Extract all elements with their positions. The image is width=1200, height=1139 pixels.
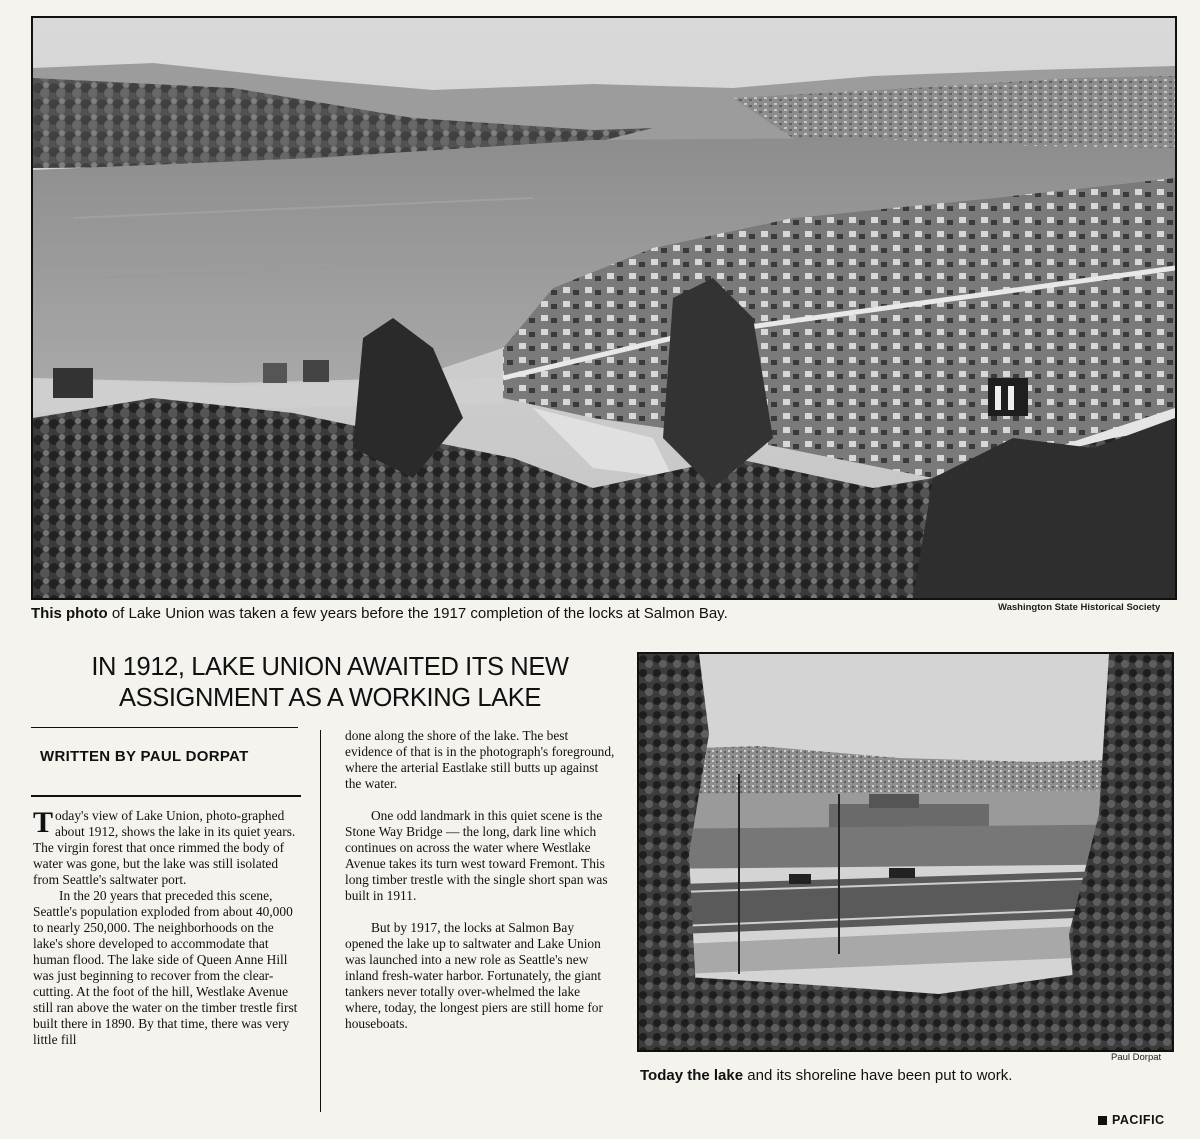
- top-photo-caption: [31, 605, 728, 622]
- article-column-1: [33, 808, 301, 1048]
- bottom-caption-lead: Today the lake: [640, 1067, 744, 1084]
- paragraph-1-text: oday's view of Lake Union, photo-graphed about 1912, shows the lake in its quiet years. The virgin forest that once rimmed the body of water was gone, but the lake was still isolated from Seattle's saltwater port.: [33, 808, 296, 887]
- article-column-2: [345, 728, 615, 1032]
- headline-line-1: IN 1912, LAKE UNION AWAITED ITS NEW: [91, 653, 569, 681]
- column-divider: [320, 730, 321, 1112]
- section-name: PACIFIC: [1112, 1113, 1165, 1127]
- byline: WRITTEN BY PAUL DORPAT: [40, 748, 249, 765]
- article-paragraph-1: [33, 808, 301, 888]
- byline-top-rule: [31, 727, 298, 728]
- modern-lake-union-photo: [637, 652, 1174, 1052]
- article-paragraph-2-continued: done along the shore of the lake. The best evidence of that is in the photograph's foreground, where the arterial Eastlake still butts up against the water.: [345, 728, 615, 791]
- article-paragraph-2: In the 20 years that preceded this scene, Seattle's population exploded from about 40,000 to nearly 250,000. The neighborhoods on the lake's shore developed to accommodate that human flood. The lake side of Queen Anne Hill was just beginning to recover from the clear-cutting. At the foot of the hill, Westlake Avenue still ran above the water on the timber trestle first built there in 1890. By that time, there was very little fill: [33, 888, 298, 1047]
- modern-photo-illustration: [639, 654, 1172, 1050]
- historic-photo-illustration: [33, 18, 1175, 598]
- drop-cap: T: [33, 806, 54, 839]
- byline-bottom-rule: [31, 795, 301, 797]
- top-caption-lead: This photo: [31, 605, 108, 622]
- top-photo-credit: Washington State Historical Society: [998, 602, 1161, 613]
- article-headline: [40, 652, 620, 714]
- article-paragraph-4: But by 1917, the locks at Salmon Bay opened the lake up to saltwater and Lake Union was launched into a new role as Seattle's new inland fresh-water harbor. Fortunately, the giant tankers never totally over-whelmed the lake where, today, the longest piers are still home for houseboats.: [345, 920, 603, 1031]
- bottom-photo-caption: [640, 1067, 1012, 1084]
- bottom-photo-credit: Paul Dorpat: [1111, 1052, 1162, 1063]
- article-paragraph-3: One odd landmark in this quiet scene is the Stone Way Bridge — the long, dark line which continues on across the water where Westlake Avenue takes its turn west toward Fremont. This long timber trestle with the single short span was built in 1911.: [345, 808, 608, 903]
- top-caption-text: of Lake Union was taken a few years before the 1917 completion of the locks at Salmon Bay.: [107, 605, 728, 622]
- section-footer: [1098, 1113, 1165, 1127]
- bottom-caption-text: and its shoreline have been put to work.: [743, 1067, 1013, 1084]
- headline-line-2: ASSIGNMENT AS A WORKING LAKE: [119, 684, 541, 712]
- section-marker-square: [1098, 1116, 1107, 1125]
- historic-lake-union-photo: [31, 16, 1177, 600]
